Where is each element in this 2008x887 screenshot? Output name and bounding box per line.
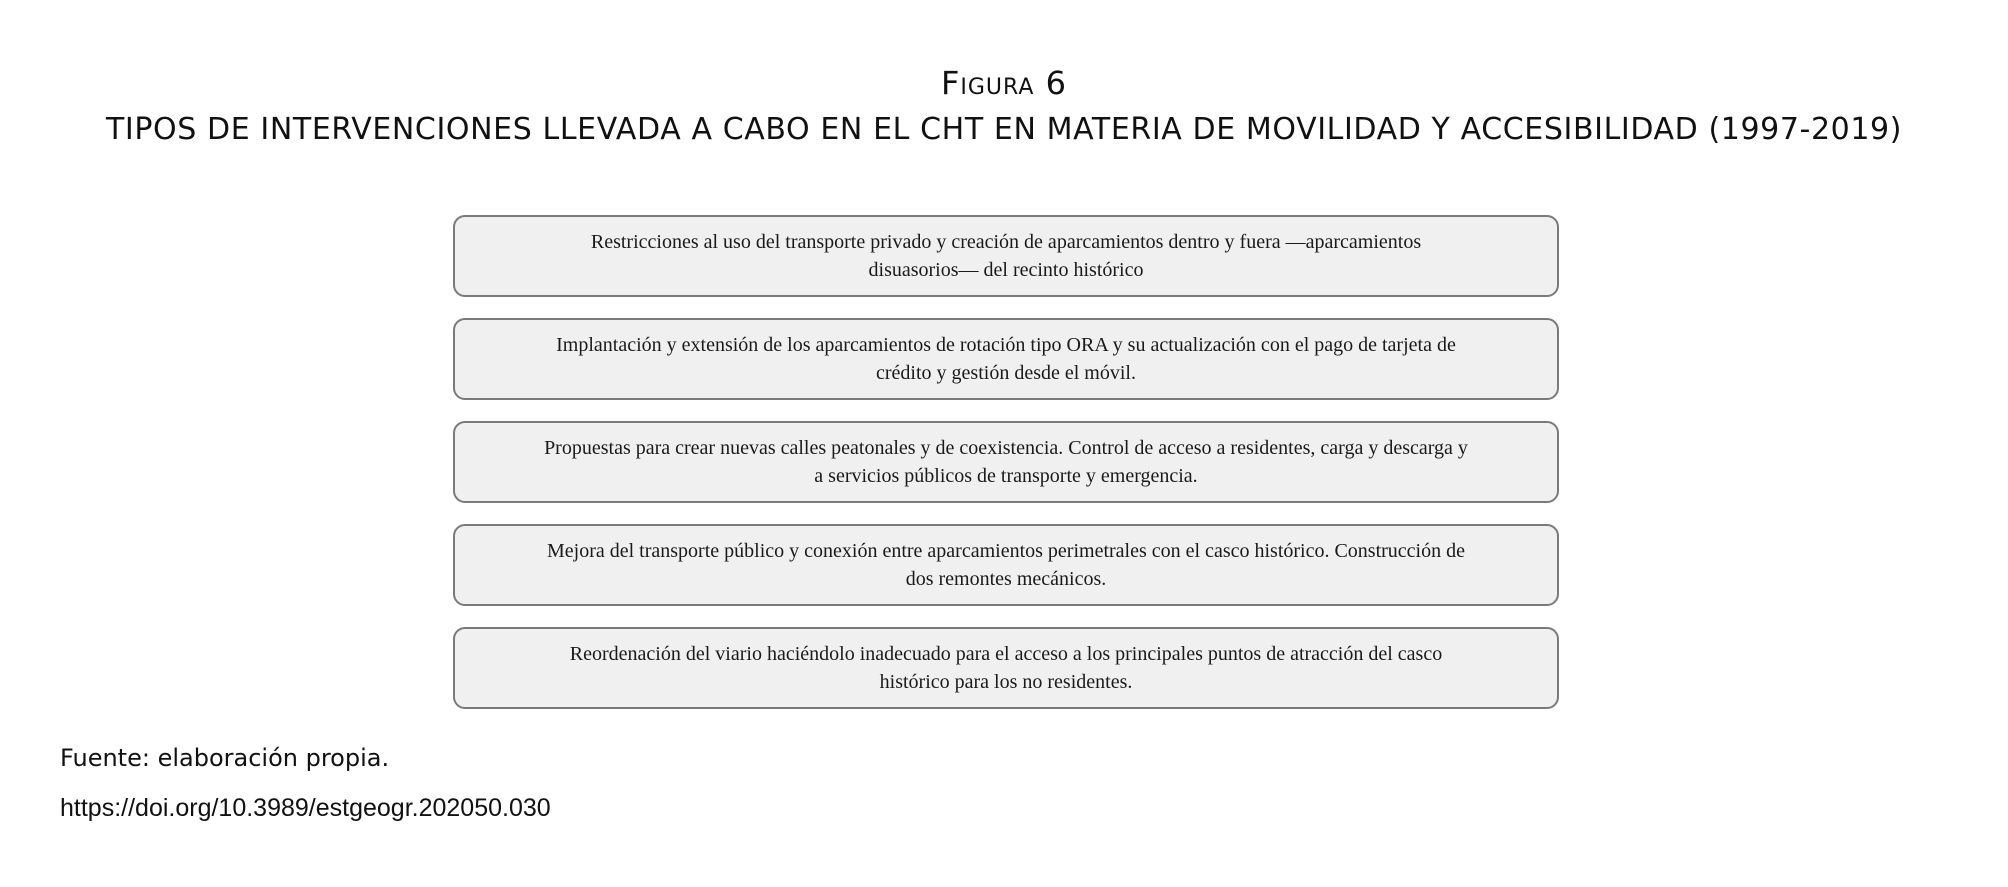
intervention-text-line: Reordenación del viario haciéndolo inadecuado para el acceso a los principales puntos de atracción del casco bbox=[569, 643, 1443, 665]
intervention-text-line: crédito y gestión desde el móvil. bbox=[876, 362, 1136, 384]
figure-label: Figura 6 bbox=[940, 64, 1068, 102]
intervention-text-line: a servicios públicos de transporte y emergencia. bbox=[814, 465, 1198, 487]
intervention-box-4 bbox=[453, 524, 1559, 606]
intervention-text bbox=[556, 331, 1456, 387]
intervention-list bbox=[453, 215, 1559, 730]
intervention-text bbox=[570, 640, 1442, 696]
intervention-text bbox=[547, 537, 1465, 593]
intervention-text-line: Implantación y extensión de los aparcamientos de rotación tipo ORA y su actualización con el pago de tarjeta de bbox=[556, 334, 1456, 356]
intervention-text bbox=[591, 228, 1421, 284]
intervention-text-line: histórico para los no residentes. bbox=[879, 671, 1133, 693]
doi-link[interactable]: https://doi.org/10.3989/estgeogr.202050.030 bbox=[60, 794, 551, 822]
intervention-text-line: Restricciones al uso del transporte privado y creación de aparcamientos dentro y fuera —aparcamientos bbox=[590, 231, 1422, 253]
figure-title: TIPOS DE INTERVENCIONES LLEVADA A CABO EN EL CHT EN MATERIA DE MOVILIDAD Y ACCESIBILIDAD (1997-2019) bbox=[105, 112, 1902, 147]
source-note: Fuente: elaboración propia. bbox=[60, 744, 390, 772]
intervention-text-line: Propuestas para crear nuevas calles peatonales y de coexistencia. Control de acceso a residentes, carga y descarga y bbox=[544, 437, 1468, 459]
intervention-box-5 bbox=[453, 627, 1559, 709]
intervention-text-line: dos remontes mecánicos. bbox=[905, 568, 1107, 590]
intervention-box-2 bbox=[453, 318, 1559, 400]
intervention-box-3 bbox=[453, 421, 1559, 503]
intervention-text-line: disuasorios— del recinto histórico bbox=[868, 259, 1144, 281]
intervention-box-1 bbox=[453, 215, 1559, 297]
intervention-text-line: Mejora del transporte público y conexión entre aparcamientos perimetrales con el casco histórico. Construcción de bbox=[546, 540, 1465, 562]
intervention-text bbox=[544, 434, 1468, 490]
